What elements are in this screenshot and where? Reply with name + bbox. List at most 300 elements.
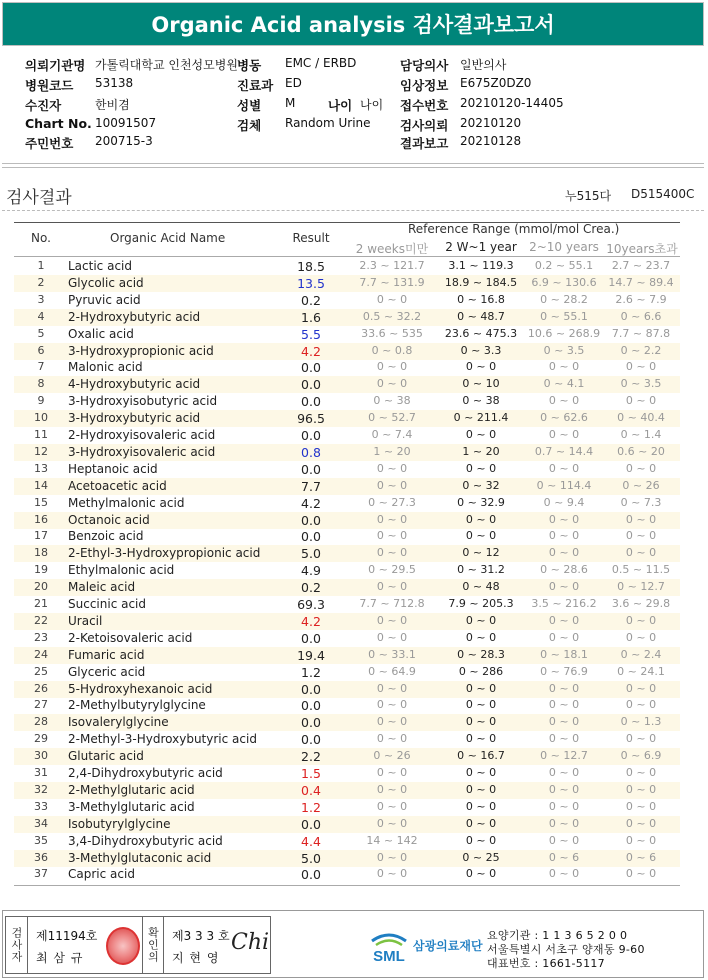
row-acid-name: 5-Hydroxyhexanoic acid — [68, 681, 213, 696]
confirmer-signature: Chi — [231, 930, 270, 955]
table-row — [14, 410, 680, 427]
table-row — [14, 799, 680, 816]
row-result: 7.7 — [301, 478, 321, 494]
row-range-2w-1y: 0 ~ 0 — [465, 529, 497, 543]
row-range-2w-1y: 0 ~ 16.7 — [457, 749, 505, 763]
receipt-label: 접수번호 — [400, 98, 449, 113]
table-row — [14, 630, 680, 647]
row-range-2w-1y: 0 ~ 0 — [465, 698, 497, 712]
row-range-2-10y: 0 ~ 62.6 — [540, 411, 588, 425]
row-range-under-2w: 0 ~ 64.9 — [368, 664, 416, 678]
chart-value: 10091507 — [95, 116, 157, 130]
row-no: 20 — [34, 580, 48, 594]
row-range-under-2w: 7.7 ~ 712.8 — [359, 597, 425, 610]
row-range-over-10y: 0 ~ 7.3 — [620, 495, 662, 509]
row-range-over-10y: 2.6 ~ 7.9 — [615, 292, 667, 306]
row-acid-name: Methylmalonic acid — [68, 495, 185, 510]
row-range-over-10y: 0 ~ 0 — [625, 816, 657, 830]
row-result: 0.0 — [301, 715, 321, 731]
table-row — [14, 258, 680, 275]
col-name-header: Organic Acid Name — [110, 231, 226, 245]
row-range-2w-1y: 0 ~ 0 — [465, 360, 497, 374]
table-row — [14, 326, 680, 343]
row-acid-name: Benzoic acid — [68, 529, 144, 544]
row-acid-name: Uracil — [68, 613, 103, 628]
row-range-2w-1y: 0 ~ 12 — [462, 546, 500, 560]
row-result: 5.0 — [301, 546, 321, 562]
row-result: 1.6 — [301, 309, 321, 325]
table-row — [14, 393, 680, 410]
row-range-under-2w: 0 ~ 33.1 — [368, 647, 416, 661]
table-row — [14, 833, 680, 850]
row-acid-name: 4-Hydroxybutyric acid — [68, 377, 201, 392]
row-range-under-2w: 0 ~ 0 — [376, 613, 408, 627]
row-no: 29 — [34, 732, 48, 746]
row-range-2-10y: 0 ~ 0 — [548, 512, 580, 526]
row-range-2-10y: 0 ~ 0 — [548, 546, 580, 560]
row-range-under-2w: 0 ~ 0 — [376, 867, 408, 881]
table-row — [14, 461, 680, 478]
row-range-2w-1y: 0 ~ 25 — [462, 850, 500, 864]
row-range-under-2w: 0 ~ 0 — [376, 478, 408, 492]
row-result: 0.0 — [301, 630, 321, 646]
row-acid-name: 3,4-Dihydroxybutyric acid — [68, 833, 223, 848]
row-acid-name: Lactic acid — [68, 259, 132, 273]
row-range-under-2w: 0 ~ 0 — [376, 782, 408, 796]
row-result: 0.2 — [301, 292, 321, 308]
row-range-2-10y: 0.7 ~ 14.4 — [534, 444, 594, 458]
confirmer-label: 확인의 — [142, 917, 164, 973]
row-no: 28 — [34, 715, 48, 729]
row-acid-name: Glycolic acid — [68, 275, 144, 290]
row-range-under-2w: 1 ~ 20 — [373, 444, 411, 458]
row-range-over-10y: 7.7 ~ 87.8 — [611, 326, 671, 340]
row-range-2w-1y: 0 ~ 0 — [465, 867, 497, 881]
row-range-2w-1y: 0 ~ 0 — [465, 428, 497, 441]
sml-logo-icon — [366, 927, 412, 967]
specimen-label: 검체 — [237, 118, 262, 133]
row-no: 6 — [37, 343, 45, 357]
row-acid-name: Capric acid — [68, 867, 135, 882]
row-range-2-10y: 0 ~ 18.1 — [540, 647, 588, 661]
row-acid-name: 2-Hydroxyisovaleric acid — [68, 428, 216, 442]
row-result: 0.0 — [301, 512, 321, 528]
table-row — [14, 731, 680, 748]
row-acid-name: 3-Hydroxybutyric acid — [68, 411, 201, 426]
row-range-over-10y: 0 ~ 1.3 — [620, 715, 662, 729]
row-range-2-10y: 0 ~ 0 — [548, 867, 580, 881]
range-header-4: 10years초과 — [606, 242, 678, 256]
row-range-2-10y: 0 ~ 9.4 — [543, 495, 585, 509]
row-range-over-10y: 0 ~ 0 — [625, 394, 657, 408]
row-acid-name: Fumaric acid — [68, 647, 145, 662]
table-row — [14, 478, 680, 495]
row-no: 25 — [34, 664, 48, 678]
row-range-over-10y: 0 ~ 26 — [622, 478, 660, 492]
row-result: 0.0 — [301, 360, 321, 376]
table-row — [14, 748, 680, 765]
row-acid-name: 2-Methylbutyrylglycine — [68, 698, 206, 713]
row-result: 0.0 — [301, 816, 321, 832]
table-row — [14, 528, 680, 545]
row-acid-name: 3-Hydroxyisobutyric acid — [68, 394, 218, 409]
section-divider — [2, 210, 704, 211]
row-range-2-10y: 0 ~ 0 — [548, 529, 580, 543]
dept-value: ED — [285, 76, 302, 90]
institution-phone: 대표번호 : 1661-5117 — [487, 957, 605, 970]
hospital-label: 의뢰기관명 — [25, 58, 86, 73]
row-range-over-10y: 0 ~ 2.4 — [620, 647, 662, 661]
doctor-label: 담당의사 — [400, 58, 449, 73]
examiner-no: 제11194호 — [36, 929, 98, 943]
row-acid-name: Glutaric acid — [68, 749, 144, 764]
table-row — [14, 495, 680, 512]
row-acid-name: Octanoic acid — [68, 512, 150, 527]
table-bottom-line — [14, 885, 680, 886]
row-range-2w-1y: 0 ~ 0 — [465, 512, 497, 526]
row-no: 32 — [34, 782, 48, 796]
row-range-under-2w: 0 ~ 0 — [376, 799, 408, 813]
row-range-over-10y: 0 ~ 0 — [625, 732, 657, 746]
table-row — [14, 376, 680, 393]
col-no-header: No. — [31, 231, 51, 245]
row-range-2-10y: 0 ~ 0 — [548, 630, 580, 644]
row-range-2w-1y: 23.6 ~ 475.3 — [444, 326, 518, 340]
row-result: 0.0 — [301, 529, 321, 545]
row-range-over-10y: 0 ~ 0 — [625, 630, 657, 644]
chart-label: Chart No. — [25, 116, 92, 131]
table-row — [14, 545, 680, 562]
row-acid-name: 2-Methylglutaric acid — [68, 782, 195, 797]
row-range-under-2w: 0 ~ 0 — [376, 715, 408, 729]
row-range-over-10y: 0 ~ 12.7 — [617, 580, 665, 594]
row-range-over-10y: 0 ~ 0 — [625, 766, 657, 779]
row-no: 15 — [34, 495, 48, 509]
col-range-header: Reference Range (mmol/mol Crea.) — [408, 222, 620, 236]
row-range-2w-1y: 1 ~ 20 — [462, 444, 500, 458]
row-range-over-10y: 0 ~ 1.4 — [620, 428, 662, 441]
range-header-1: 2 weeks미만 — [355, 242, 429, 256]
row-range-2-10y: 0 ~ 0 — [548, 732, 580, 746]
row-range-under-2w: 0 ~ 0 — [376, 732, 408, 746]
sex-value: M — [285, 96, 296, 110]
report-date-label: 결과보고 — [400, 136, 449, 151]
row-range-2-10y: 0 ~ 0 — [548, 360, 580, 374]
row-result: 0.2 — [301, 580, 321, 596]
row-range-2w-1y: 18.9 ~ 184.5 — [444, 275, 518, 289]
row-range-2-10y: 0 ~ 4.1 — [543, 377, 585, 391]
row-no: 26 — [34, 681, 48, 695]
row-range-over-10y: 0 ~ 0 — [625, 782, 657, 796]
row-no: 37 — [34, 867, 48, 881]
row-range-2-10y: 0 ~ 0 — [548, 580, 580, 594]
row-no: 35 — [34, 833, 48, 847]
row-acid-name: Isobutyrylglycine — [68, 816, 171, 831]
section-code-a: 누515다 — [565, 189, 612, 203]
row-range-under-2w: 0 ~ 0.8 — [371, 343, 413, 357]
row-range-under-2w: 0 ~ 0 — [376, 630, 408, 644]
row-acid-name: Oxalic acid — [68, 326, 134, 341]
row-result: 4.2 — [301, 495, 321, 511]
table-row — [14, 427, 680, 444]
row-range-under-2w: 0 ~ 0 — [376, 580, 408, 594]
row-result: 1.2 — [301, 799, 321, 815]
table-row — [14, 562, 680, 579]
report-title: Organic Acid analysis 검사결과보고서 — [2, 2, 704, 46]
row-result: 18.5 — [297, 259, 325, 274]
row-range-over-10y: 0 ~ 0 — [625, 546, 657, 560]
row-range-under-2w: 2.3 ~ 121.7 — [359, 259, 425, 272]
row-result: 0.0 — [301, 428, 321, 443]
row-result: 0.0 — [301, 461, 321, 477]
institution-name: 삼광의료재단 — [413, 939, 483, 953]
row-range-2-10y: 0 ~ 0 — [548, 428, 580, 441]
row-range-2w-1y: 0 ~ 0 — [465, 732, 497, 746]
table-row — [14, 765, 680, 782]
row-acid-name: 2-Ethyl-3-Hydroxypropionic acid — [68, 546, 261, 561]
row-range-2w-1y: 0 ~ 0 — [465, 613, 497, 627]
row-range-over-10y: 0 ~ 0 — [625, 360, 657, 374]
row-range-under-2w: 0 ~ 0 — [376, 850, 408, 864]
row-range-under-2w: 0 ~ 0 — [376, 360, 408, 374]
row-acid-name: Maleic acid — [68, 580, 136, 595]
patient-label: 수진자 — [25, 98, 62, 113]
row-range-2-10y: 0 ~ 0 — [548, 461, 580, 475]
row-range-2w-1y: 0 ~ 0 — [465, 833, 497, 847]
table-row — [14, 816, 680, 833]
row-range-under-2w: 0 ~ 29.5 — [368, 563, 416, 577]
report-footer — [2, 910, 704, 978]
row-acid-name: Pyruvic acid — [68, 292, 141, 307]
examiner-label: 검사자 — [6, 917, 28, 973]
row-result: 2.2 — [301, 749, 321, 765]
row-result: 4.4 — [301, 833, 321, 849]
row-range-over-10y: 3.6 ~ 29.8 — [611, 597, 671, 610]
row-range-2-10y: 0 ~ 0 — [548, 394, 580, 408]
row-result: 0.0 — [301, 867, 321, 883]
specimen-value: Random Urine — [285, 116, 371, 130]
row-result: 5.5 — [301, 326, 321, 342]
row-acid-name: 2-Methyl-3-Hydroxybutyric acid — [68, 732, 257, 747]
row-result: 4.2 — [301, 343, 321, 359]
examiner-name: 최 삼 규 — [36, 951, 84, 965]
row-range-2w-1y: 0 ~ 211.4 — [453, 411, 509, 425]
row-no: 21 — [34, 597, 48, 610]
row-range-2w-1y: 0 ~ 48.7 — [457, 309, 505, 323]
row-no: 34 — [34, 816, 48, 830]
row-no: 18 — [34, 546, 48, 560]
row-range-2w-1y: 0 ~ 0 — [465, 799, 497, 813]
request-label: 검사의뢰 — [400, 118, 449, 133]
confirmer-no: 제3 3 3 호 — [172, 929, 230, 943]
row-acid-name: 3-Hydroxyisovaleric acid — [68, 444, 216, 459]
row-result: 1.2 — [301, 664, 321, 680]
row-acid-name: 2-Ketoisovaleric acid — [68, 630, 193, 645]
row-result: 0.8 — [301, 444, 321, 460]
row-no: 14 — [34, 478, 48, 492]
patient-info — [0, 0, 708, 150]
row-acid-name: 2-Hydroxybutyric acid — [68, 309, 201, 324]
row-range-2w-1y: 0 ~ 38 — [462, 394, 500, 408]
table-row — [14, 866, 680, 883]
request-value: 20210120 — [460, 116, 522, 130]
row-no: 33 — [34, 799, 48, 813]
row-no: 22 — [34, 613, 48, 627]
row-range-under-2w: 0 ~ 0 — [376, 377, 408, 391]
sex-label: 성별 — [237, 98, 262, 113]
row-range-over-10y: 0 ~ 3.5 — [620, 377, 662, 391]
row-result: 5.0 — [301, 850, 321, 866]
section-code-b: D515400C — [631, 187, 695, 201]
row-range-over-10y: 0 ~ 0 — [625, 867, 657, 881]
table-row — [14, 697, 680, 714]
row-range-2-10y: 0 ~ 114.4 — [536, 478, 592, 492]
row-range-2-10y: 0 ~ 28.2 — [540, 292, 588, 306]
age-label: 나이 — [328, 98, 353, 113]
row-result: 4.9 — [301, 563, 321, 579]
logo-mark-text: SML — [373, 948, 405, 965]
row-no: 9 — [37, 394, 45, 408]
row-no: 10 — [34, 411, 48, 425]
row-no: 24 — [34, 647, 48, 661]
row-range-over-10y: 0 ~ 2.2 — [620, 343, 662, 357]
table-row — [14, 613, 680, 630]
row-range-over-10y: 0 ~ 0 — [625, 512, 657, 526]
row-range-2w-1y: 0 ~ 32 — [462, 478, 500, 492]
table-row — [14, 512, 680, 529]
row-range-under-2w: 14 ~ 142 — [366, 833, 418, 847]
row-range-over-10y: 0 ~ 24.1 — [617, 664, 665, 678]
row-range-2-10y: 3.5 ~ 216.2 — [531, 597, 597, 610]
row-range-over-10y: 0 ~ 6.9 — [620, 749, 662, 763]
table-row — [14, 275, 680, 292]
table-row — [14, 359, 680, 376]
row-range-2-10y: 0 ~ 28.6 — [540, 563, 588, 577]
row-result: 4.2 — [301, 613, 321, 629]
row-range-2-10y: 0 ~ 0 — [548, 698, 580, 712]
row-no: 5 — [37, 326, 45, 340]
row-range-2w-1y: 0 ~ 0 — [465, 630, 497, 644]
row-acid-name: 2,4-Dihydroxybutyric acid — [68, 766, 223, 780]
section-title: 검사결과 — [6, 188, 72, 208]
row-range-under-2w: 7.7 ~ 131.9 — [359, 275, 425, 289]
row-acid-name: Malonic acid — [68, 360, 143, 375]
row-range-under-2w: 0 ~ 52.7 — [368, 411, 416, 425]
row-range-2-10y: 0 ~ 0 — [548, 833, 580, 847]
row-range-over-10y: 0 ~ 0 — [625, 799, 657, 813]
row-range-under-2w: 0 ~ 0 — [376, 529, 408, 543]
row-range-under-2w: 0 ~ 7.4 — [371, 428, 413, 441]
row-range-2w-1y: 0 ~ 16.8 — [457, 292, 505, 306]
row-range-over-10y: 0 ~ 6 — [625, 850, 657, 864]
row-result: 0.4 — [301, 782, 321, 798]
row-acid-name: Heptanoic acid — [68, 461, 158, 476]
resident-value: 200715-3 — [95, 134, 153, 148]
row-acid-name: 3-Hydroxypropionic acid — [68, 343, 214, 358]
resident-label: 주민번호 — [25, 136, 74, 151]
table-row — [14, 292, 680, 309]
table-row — [14, 596, 680, 613]
dept-label: 진료과 — [237, 78, 274, 93]
ward-label: 병동 — [237, 58, 262, 73]
row-range-over-10y: 0 ~ 0 — [625, 613, 657, 627]
row-no: 27 — [34, 698, 48, 712]
row-range-under-2w: 0.5 ~ 32.2 — [362, 309, 422, 323]
row-range-over-10y: 0 ~ 0 — [625, 529, 657, 543]
hospital-value: 가톨릭대학교 인천성모병원 — [95, 58, 238, 72]
row-acid-name: Glyceric acid — [68, 664, 146, 679]
row-range-2w-1y: 0 ~ 0 — [465, 782, 497, 796]
row-no: 3 — [37, 292, 45, 306]
row-range-2w-1y: 0 ~ 48 — [462, 580, 500, 594]
row-acid-name: 3-Methylglutaric acid — [68, 799, 195, 814]
info-divider-2 — [2, 167, 704, 168]
row-range-2w-1y: 0 ~ 286 — [458, 664, 504, 678]
row-range-over-10y: 0 ~ 40.4 — [617, 411, 665, 425]
row-range-over-10y: 0 ~ 0 — [625, 698, 657, 712]
row-range-under-2w: 0 ~ 26 — [373, 749, 411, 763]
institution-code: 요양기관 : 1 1 3 6 5 2 0 0 — [487, 929, 628, 942]
row-range-2-10y: 0 ~ 0 — [548, 799, 580, 813]
row-result: 0.0 — [301, 377, 321, 393]
row-range-under-2w: 0 ~ 0 — [376, 546, 408, 560]
table-header-line — [14, 256, 680, 257]
patient-value: 한비겸 — [95, 98, 130, 112]
row-range-2w-1y: 0 ~ 10 — [462, 377, 500, 391]
ward-value: EMC / ERBD — [285, 56, 357, 70]
row-result: 69.3 — [297, 597, 325, 612]
row-no: 2 — [37, 275, 45, 289]
row-acid-name: Acetoacetic acid — [68, 478, 167, 493]
row-range-2w-1y: 7.9 ~ 205.3 — [448, 597, 514, 610]
row-range-2w-1y: 3.1 ~ 119.3 — [448, 259, 514, 272]
row-result: 0.0 — [301, 681, 321, 697]
row-range-under-2w: 0 ~ 0 — [376, 766, 408, 779]
row-no: 13 — [34, 461, 48, 475]
row-range-2w-1y: 0 ~ 28.3 — [457, 647, 505, 661]
examiner-seal-icon — [106, 927, 140, 965]
row-range-under-2w: 0 ~ 0 — [376, 461, 408, 475]
row-range-over-10y: 0 ~ 0 — [625, 833, 657, 847]
row-range-under-2w: 0 ~ 0 — [376, 681, 408, 695]
info-divider — [2, 163, 704, 164]
row-result: 1.5 — [301, 766, 321, 781]
table-row — [14, 850, 680, 867]
row-range-over-10y: 0 ~ 0 — [625, 681, 657, 695]
table-row — [14, 579, 680, 596]
row-result: 0.0 — [301, 394, 321, 410]
row-acid-name: Ethylmalonic acid — [68, 563, 175, 578]
row-range-2w-1y: 0 ~ 0 — [465, 766, 497, 779]
row-range-2-10y: 0 ~ 76.9 — [540, 664, 588, 678]
report-date-value: 20210128 — [460, 134, 522, 148]
row-range-2w-1y: 0 ~ 3.3 — [460, 343, 502, 357]
row-range-2-10y: 0 ~ 3.5 — [543, 343, 585, 357]
row-range-2-10y: 0 ~ 0 — [548, 766, 580, 779]
row-acid-name: Succinic acid — [68, 597, 147, 611]
doctor-value: 일반의사 — [460, 58, 507, 72]
row-acid-name: 3-Methylglutaconic acid — [68, 850, 212, 865]
table-row — [14, 647, 680, 664]
table-row — [14, 343, 680, 360]
row-result: 0.0 — [301, 732, 321, 748]
row-range-2-10y: 0 ~ 12.7 — [540, 749, 588, 763]
row-range-2-10y: 0 ~ 0 — [548, 816, 580, 830]
row-range-over-10y: 0 ~ 6.6 — [620, 309, 662, 323]
range-header-2: 2 W~1 year — [445, 240, 517, 254]
row-range-2-10y: 0 ~ 0 — [548, 782, 580, 796]
age-value: 나이 — [360, 98, 384, 112]
